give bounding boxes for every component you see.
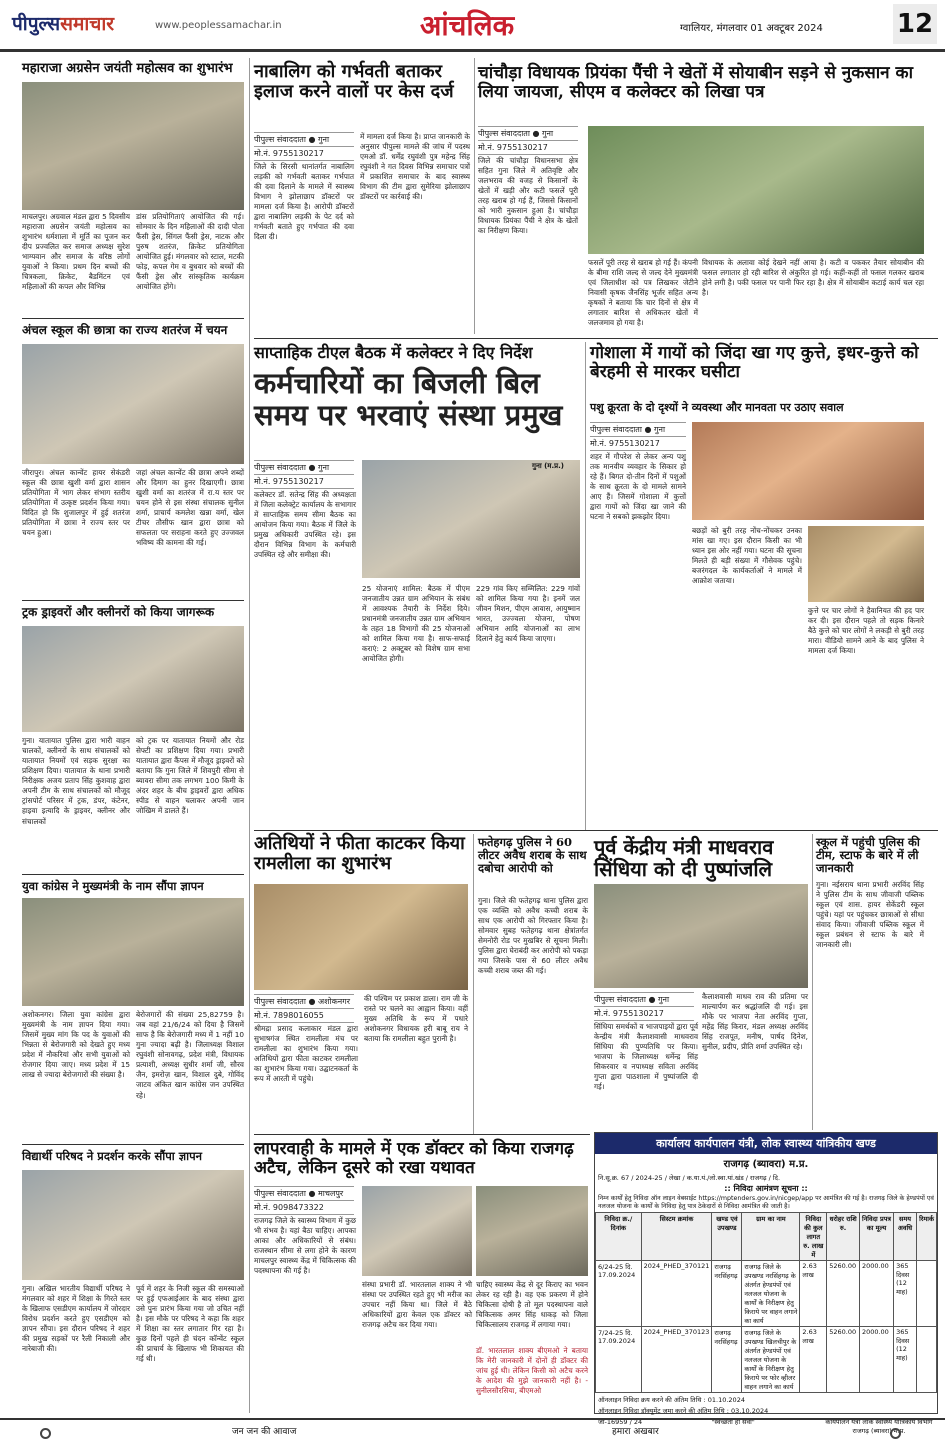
s14-photo-2 [476, 1186, 588, 1276]
table-cell [917, 1327, 937, 1393]
s8-kicker: साप्ताहिक टीएल बैठक में कलेक्टर ने दिए निर्देश [254, 343, 533, 362]
table-row [596, 1261, 937, 1327]
s5-headline: विद्यार्थी परिषद ने प्रदर्शन करके सौंपा ज्ञापन [22, 1149, 203, 1163]
registration-mark [890, 1428, 901, 1439]
s10-byline: पीपुल्स संवाददाता ● अशोकनगर [254, 994, 354, 1009]
tender-table [595, 1212, 937, 1393]
s6-contact: मो.नं. 9755130217 [254, 146, 354, 161]
s2-photo [22, 344, 244, 464]
s7-byline: पीपुल्स संवाददाता ● गुना [478, 126, 578, 141]
s3-body-col1: गुना। यातायात पुलिस द्वारा भारी वाहन चालकों, क्लीनरों के साथ संचालकों को यातायात नियमों एवं सड़क सुरक्षा का प्रशिक्षण दिया। यातायात के थाना प्रभारी निरीक्षक अजय प्रताप सिंह कुशवाह द्वारा अपनी टीम के साथ संचालकों को मौजूद ट्रांसपोर्ट परिसर में ट्रक, डंपर, कंटेनर, हाइवा इत्यादि के ड्राइवर, क्लीनर और संचालकों [22, 736, 130, 826]
registration-mark [40, 1428, 51, 1439]
table-cell: 365 दिवस (12 माह) [894, 1327, 917, 1393]
s8-body-col3: 229 गांव किए सम्मिलित: 229 गांवों को शामिल किया गया है। इनमें जल जीवन मिशन, पीएम आवास, आयुष्मान भारत, उज्ज्वला योजना, पोषण अभियान आदि योजनाओं का लाभ दिलाने हेतु कार्य किया जाएगा। [476, 584, 580, 644]
s4-photo [22, 898, 244, 1006]
column-divider [249, 58, 250, 1413]
page-number: 12 [893, 4, 937, 44]
s7-contact: मो.नं. 9755130217 [478, 140, 578, 155]
table-cell: 2.63 लाख [800, 1261, 827, 1327]
s9-body-col1: शहर में गौपरेश से लेकर अन्य पशु तक मानवीय व्यवहार के सिकार हो रहे हैं। बिगत दो-तीन दिनों में पशुओं के साथ क्रूरता के दो मामले सामने आए हैं। जिसमें गोशाला में कुत्तों द्वारा गायों को जिंदा खा जाने की घटना ने सबको झकझोर दिया। [590, 452, 686, 522]
s2-body-col1: जीरापुर। अंचल कान्वेंट हायर सेकंडरी स्कूल की छात्रा खुशी वर्मा द्वारा शासन प्रतियोगिता में भाग लेकर संभाग स्तरीय प्रतियोगिता में उत्कृष्ट प्रदर्शन किया गया। विदित हो कि शुजालपुर में हुई शतरंज प्रतियोगिता में छात्रा ने राज्य स्तर पर चयन हुआ। [22, 468, 130, 538]
s12-contact: मो.नं. 9755130217 [594, 1006, 694, 1021]
s14-byline: पीपुल्स संवाददाता ● माचलपुर [254, 1186, 354, 1201]
table-cell: राजगढ़ नरसिंहगढ़ [712, 1327, 742, 1393]
s6-body-col2: में मामला दर्ज किया है। प्राप्त जानकारी के अनुसार पीपुल्स मामले की जांच में पदस्थ एमओ डॉ. धर्मेंद्र रघुवंशी पुत्र महेन्द्र सिंह रघुवंशी ने गत दिवस विभिन्न समाचार पत्रों में प्रकाशित समाचार के बाद स्वास्थ्य विभाग की टीम द्वारा सुमेरिया झोलाछाप डॉक्टरों पर कार्रवाई की। [360, 132, 470, 202]
divider [22, 1144, 244, 1145]
s8-headline: कर्मचारियों का बिजली बिल समय पर भरवाएं संस्था प्रमुख [254, 366, 563, 432]
s3-body-col2: को ट्रक पर यातायात नियमों और रोड सेफ्टी का प्रशिक्षण दिया गया। प्रभारी यातायात द्वारा कैंपस में मौजूद ड्राइवरों को बताया कि गुना जिले में शिवपुरी सीमा से ब्यावरा सीमा तक लगभग 100 किमी के अंदर शहर के बीच ड्राइवरों द्वारा अधिक स्पीड से वाहन चलाकर अपनी जान जोखिम में डालते हैं। [136, 736, 244, 816]
tender-col-header: धरोहर राशि रु. [827, 1213, 860, 1261]
s14-quote: डॉ. भारतलाल शाक्य बीएमओ ने बताया कि मेरी जानकारी में दोनों ही डॉक्टर की जांच हुई थी। लेकिन किसी को अटैच करने के आदेश की मुझे जानकारी नहीं है। - सुनीलसौरसिया, बीएमओ [476, 1346, 588, 1396]
column-divider [474, 58, 475, 334]
s4-body-col1: अशोकनगर। जिला युवा कांग्रेस द्वारा मुख्यमंत्री के नाम ज्ञापन दिया गया। जिसमें मुख्य मांग कि पद के युवाओं की भिन्नता से बेरोजगारी को देखते हुए मध्य प्रदेश में नौकरियां और सभी युवाओं को रोजगार दिया जाए। मध्य प्रदेश में 15 लाख से ज्यादा बेरोजगारों की संख्या है। [22, 1010, 130, 1080]
divider [254, 830, 938, 831]
s1-headline: महाराजा अग्रसेन जयंती महोत्सव का शुभारंभ [22, 61, 233, 76]
tender-col-header: ग्राम का नाम [742, 1213, 800, 1261]
tender-intro: निम्न कार्यों हेतु निविदा ऑन लाइन वेबसाईट https://mptenders.gov.in/nicgep/app पर आमंत्रित की गई है। राजगढ़ जिले के हेण्डपंपों एवं नलजल योजना के कार्यों के निविदा हेतु पात्र ठेकेदारों से निविदा आमंत्रित की जाती है। [598, 1195, 934, 1211]
tender-signature: कार्यपालन यंत्री लोक स्वास्थ्य यांत्रिकीय विभाग राजगढ़ (ब्यावरा) म.प्र. [825, 1418, 933, 1436]
tender-table-body [596, 1261, 937, 1393]
s3-photo [22, 626, 244, 732]
table-cell: 5260.00 [827, 1327, 860, 1393]
table-cell: 7/24-25 दि. 17.09.2024 [596, 1327, 642, 1393]
table-cell [917, 1261, 937, 1327]
s9-contact: मो.नं. 9755130217 [590, 436, 686, 451]
s10-body-col2: की पश्चिम पर प्रकाश डाला। राम जी के रास्ते पर चलने का आह्वान किया। वहीं मुख्य अतिथि के रूप में पधारे अशोकनगर विधायक हरी बाबू राय ने बताया कि रामलीला बहुत पुरानी है। [364, 994, 468, 1044]
s8-photo-caption: गुना (म.प्र.) [532, 462, 564, 470]
s12-photo [594, 884, 808, 988]
s9-photo-cow [692, 422, 924, 520]
s14-body-col1: राजगढ़ जिले के स्वास्थ्य विभाग में कुछ भी संभव है। यहां बैठा चाहिए। आपका आका और अधिकारियों से संबंध। राजस्थान सीमा से लगा होने के कारण माचलपुर स्वास्थ्य केंद्र में चिकित्सक की पदस्थापना की गई है। [254, 1216, 356, 1276]
s11-headline: फतेहगढ़ पुलिस ने 60 लीटर अवैध शराब के साथ दबोचा आरोपी को [478, 835, 587, 875]
tender-slogan: "स्वच्छता ही सेवा" [711, 1418, 755, 1427]
tender-online-date: ऑनलाइन निविदा क्रय करने की अंतिम तिथि : 01.10.2024 [598, 1396, 745, 1405]
s8-photo [362, 460, 580, 578]
s14-body-col2: संस्था प्रभारी डॉ. भारतलाल शाक्य ने भी संस्था पर उपस्थित रहते हुए भी मरीज का उपचार नहीं किया था। जिले में बैठे अधिकारियों द्वारा केवल एक डॉक्टर को राजगढ़ अटैच कर दिया गया। [362, 1280, 472, 1330]
table-cell: राजगढ़ जिले के उपखण्ड नरसिंहगढ़ के अंतर्गत हेण्डपंपों एवं नलजल योजना के कार्यों के निरीक्षण हेतु किराये पर वाहन लगाने का कार्य [742, 1261, 800, 1327]
s7-body-col1: जिले की चांचौड़ा विधानसभा क्षेत्र सहित गुना जिले में अतिवृष्टि और जलभराव की वजह से किसानों के खेतों में खड़ी और कटी फसलें पूरी तरह खराब हो गई हैं, जिससे किसानों को भारी नुकसान हुआ है। चांचौड़ा विधायक प्रियंका पैंची ने क्षेत्र के खेतों का निरीक्षण किया। [478, 156, 578, 236]
s9-byline: पीपुल्स संवाददाता ● गुना [590, 422, 686, 437]
s9-body-col2: बछड़ों को बुरी तरह नोंच-नोंचकर उनका मांस खा गए। इस दौरान किसी का भी ध्यान इस ओर नहीं गया। घटना की सूचना मिलते ही बड़ी संख्या में गौसेवक पहुंचे। बजरंगदल के कार्यकर्ताओं ने मामले में आक्रोश जताया। [692, 526, 802, 586]
logo-main: पीपुल्स [12, 13, 61, 35]
dateline: ग्वालियर, मंगलवार 01 अक्टूबर 2024 [680, 23, 823, 34]
s14-body-col3: चाहिए स्वास्थ्य केंद्र से दूर किराए का भवन लेकर रह रही है। वह एक प्रकरण में होने चिकित्सा दोषी है तो मूल पदस्थापना वाले चिकित्सक अमर सिंह धाकड़ को जिला चिकित्सालय राजगढ़ में लगाया गया। [476, 1280, 588, 1330]
table-cell: 2.63 लाख [800, 1327, 827, 1393]
table-cell: 2000.00 [859, 1327, 893, 1393]
tender-jobno: जी-16959 / 24 [598, 1418, 643, 1427]
column-divider [812, 834, 813, 1130]
table-cell: 2000.00 [859, 1261, 893, 1327]
footer-left-text: जन जन की आवाज [232, 1427, 297, 1437]
s9-subhead: पशु क्रूरता के दो दृश्यों ने व्यवस्था और मानवता पर उठाए सवाल [590, 401, 844, 414]
column-divider [585, 342, 586, 830]
tender-subtitle: राजगढ़ (ब्यावरा) म.प्र. [723, 1159, 809, 1170]
tender-col-header: समय अवधि [894, 1213, 917, 1261]
table-cell: 365 दिवस (12 माह) [894, 1261, 917, 1327]
s5-body-col1: गुना। अखिल भारतीय विद्यार्थी परिषद ने मंगलवार को शहर में शिक्षा के गिरते स्तर के खिलाफ एसडीएम कार्यालय में जोरदार विरोध प्रदर्शन करते हुए एसडीएम को ज्ञापन सौंपा। इस दौरान परिषद ने शहर की प्रमुख सड़कों पर रैली निकाली और नारेबाजी की। [22, 1284, 130, 1354]
logo-sub: समाचार [60, 13, 115, 35]
tender-col-header: खण्ड एवं उपखण्ड [712, 1213, 742, 1261]
table-cell: 6/24-25 दि. 17.09.2024 [596, 1261, 642, 1327]
tender-col-header: रिमार्क [917, 1213, 937, 1261]
s7-body-col3: विधायक के अलावा कोई देखने नहीं आया है। कटी व पककर तैयार सोयाबीन की फसल लगातार हो रही बारिश से अंकुरित हो गई। कहीं-कहीं तो फसल गलकर खराब होने लगी है। पकी फसल पर पानी फिर रहा है। क्षेत्र में सोयाबीन कटाई कार्य चल रहा है। [702, 258, 924, 298]
s12-body-col2: कैलाशवासी माधव राव की प्रतिमा पर माल्यार्पण कर श्रद्धांजलि दी गई। इस मौके पर भाजपा नेता अरविंद गुप्ता, महेंद्र सिंह किरार, मंडल अध्यक्ष अरविंद सिंह राजपूत, मनीष, पार्षद दिनेश, सुनील, प्रदीप, प्रीति शर्मा उपस्थित रहे। [702, 992, 808, 1052]
s7-body-col2: फसलें पूरी तरह से खराब हो गई हैं। कंपनी के बीमा राशि जल्द से जल्द देने मुख्यमंत्री एवं जिलाधीश को पत्र लिखकर जेटीने निवासी कृषक जैनसिंह भूर्जर सहित अन्य कृषकों ने बताया कि चार दिनों से क्षेत्र में लगातार बारिश से अधिकतर खेतों में जलजमाव हो गया है। [588, 258, 698, 328]
table-cell: राजगढ़ नरसिंहगढ़ [712, 1261, 742, 1327]
s5-body-col2: पूर्व में शहर के निजी स्कूल की समस्याओं पर हुई एफआईआर के बाद संस्था द्वारा उसे पुनः प्रारंभ किया गया जो उचित नहीं है। इस मौके पर परिषद ने कहा कि शहर में शिक्षा का स्तर लगातार गिर रहा है। कुछ दिनों पहले ही चंदन कॉन्वेंट स्कूल की प्राचार्य के खिलाफ भी शिकायत की गई थी। [136, 1284, 244, 1364]
s13-body: गुना। नईसराय थाना प्रभारी अरविंद सिंह ने पुलिस टीम के साथ जीवाजी पब्लिक स्कूल एवं शास. हायर सेकेंडरी स्कूल पहुंचे। यहां पर पहुंचकर छात्राओं से सीधा संवाद किया। जीवाजी पब्लिक स्कूल में स्कूल प्रबंधन से स्टाफ के बारे में जानकारी ली। [816, 880, 924, 950]
table-row [596, 1327, 937, 1393]
footer [0, 1418, 945, 1445]
s14-contact: मो.नं. 9098473322 [254, 1200, 354, 1215]
s1-body-col2: डांस प्रतियोगिताएं आयोजित की गई। सोमवार के दिन महिलाओं की दादी पोता फैंसी ड्रेस, सिंगल फैंसी ड्रेस, नाटक और पुरुष शतरंज, क्रिकेट प्रतियोगिता आयोजित हुई। मंगलवार को स्टाल, मटकी फोड़, कपल गेम व बुधवार को बच्चों की फैंसी ड्रेस और सांस्कृतिक कार्यक्रम आयोजित होंगे। [136, 212, 244, 292]
tender-col-header: निविदा क्र./ दिनांक [596, 1213, 642, 1261]
s8-contact: मो.नं. 9755130217 [254, 474, 354, 489]
tender-col-header: सिस्टम क्रमांक [641, 1213, 712, 1261]
s8-body-col1: कलेक्टर डॉ. सतेन्द्र सिंह की अध्यक्षता में जिला कलेक्ट्रेट कार्यालय के सभागार में साप्ताहिक समय सीमा बैठक का आयोजन किया गया। बैठक में जिले के प्रमुख अधिकारी उपस्थित रहे। इस दौरान विभिन्न विभाग के कर्मचारी उपस्थित रहे और समीक्षा की। [254, 490, 356, 560]
tender-ref: नि.सू.क्र. 67 / 2024-25 / लेखा / क.या.यं./लो.स्वा.यां.खंड / राजगढ़ / दि. [598, 1174, 781, 1182]
table-cell: 2024_PHED_370121 [641, 1261, 712, 1327]
s3-headline: ट्रक ड्राइवरों और क्लीनरों को किया जागरूक [22, 605, 215, 619]
table-cell: राजगढ़ जिले के उपखण्ड खिलचीपुर के अंतर्गत हेण्डपंपों एवं नलजल योजना के कार्यों के निरीक्षण हेतु किराये पर फोर व्हीलर वाहन लगाने का कार्य [742, 1327, 800, 1393]
tender-table-header [596, 1213, 937, 1261]
s10-headline: अतिथियों ने फीता काटकर किया रामलीला का शुभारंभ [254, 833, 465, 875]
divider [254, 338, 938, 339]
s5-photo [22, 1170, 244, 1280]
s12-body-col1: सिंधिया समर्थकों व भाजपाइयों द्वारा पूर्व केन्द्रीय मंत्री कैलाशवासी माधवराव सिंधिया की पुण्यतिथि पर किया। भाजपा के जिलाध्यक्ष धर्मेन्द्र सिंह सिकरवार व नपाध्यक्ष सविता अरविंद गुप्ता द्वारा पाठशाला में पुष्पांजलि दी गई। [594, 1022, 698, 1092]
s11-body: गुना। जिले की फतेहगढ़ थाना पुलिस द्वारा एक व्यक्ति को अवैध कच्ची शराब के साथ एक आरोपी को गिरफ्तार किया है। सोमवार सुबह फतेहगढ़ थाना क्षेत्रांतर्गत सेमनोरी रोड पर मुखबिर से सूचना मिली। पुलिस द्वारा घेराबंदी कर आरोपी को पकड़ा गया जिसके पास से 60 लीटर अवैध कच्ची शराब जब्त की गई। [478, 896, 588, 976]
s8-byline: पीपुल्स संवाददाता ● गुना [254, 460, 354, 475]
s2-body-col2: जहां अंचल कान्वेंट की छात्रा अपने शब्दों और दिमाग का हुनर दिखाएगी। छात्रा खुशी वर्मा का शतरंज में रा.य स्तर पर चयन होने से इस संस्था संचालक सुनील शर्मा, प्राचार्य कमलेश खन्ना वर्मा, खेल टीचर तौसीफ खान द्वारा छात्रा को सफलता पर सराहना करते हुए उज्जवल भविष्य की कामना की गई। [136, 468, 244, 548]
table-cell: 5260.00 [827, 1261, 860, 1327]
s6-headline: नाबालिग को गर्भवती बताकर इलाज करने वालों पर केस दर्ज [254, 61, 454, 103]
s2-headline: अंचल स्कूल की छात्रा का राज्य शतरंज में चयन [22, 323, 228, 337]
s13-headline: स्कूल में पहुंची पुलिस की टीम, स्टाफ के बारे में ली जानकारी [816, 835, 920, 875]
s9-body-col3: कुत्ते पर चार लोगों ने हैवानियत की हद पार कर दी। इस दौरान पहले तो सड़क किनारे बैठे कुत्ते को चार लोगों ने लकड़ी से बुरी तरह मारा। वीडियो सामने आने के बाद पुलिस ने मामला दर्ज किया। [808, 606, 924, 656]
s4-headline: युवा कांग्रेस ने मुख्यमंत्री के नाम सौंपा ज्ञापन [22, 879, 204, 893]
s12-headline: पूर्व केंद्रीय मंत्री माधवराव सिंधिया को दी पुष्पांजलि [594, 835, 774, 882]
s10-photo [254, 884, 468, 990]
tender-title: कार्यालय कार्यपालन यंत्री, लोक स्वास्थ्य यांत्रिकीय खण्ड [595, 1133, 937, 1154]
s1-body-col1: माचलपुर। अग्रवाल मंडल द्वारा 5 दिवसीय महाराजा अग्रसेन जयंती महोत्सव का शुभारंभ धर्मशाला में मूर्ति का पूजन कर दीप प्रज्वलित कर समाज अध्यक्ष सुरेश भाग्यवान और समाज के वरिष्ठ लोगों युवाओं ने किया। प्रथम दिन बच्चों की चित्रकला, क्रिकेट, बैडमिंटन एवं महिलाओं की कपल और विभिन्न [22, 212, 130, 292]
website-url[interactable]: www.peoplessamachar.in [155, 20, 282, 31]
tender-col-header: निविदा की कुल लागत रु. लाख में [800, 1213, 827, 1261]
newspaper-logo [12, 10, 114, 36]
s7-headline: चांचौड़ा विधायक प्रियंका पैंची ने खेतों में सोयाबीन सड़ने से नुकसान का लिया जायजा, सीएम व कलेक्टर को लिखा पत्र [478, 63, 913, 103]
s8-body-col2: 25 योजनाएं शामिल: बैठक में पीएम जनजातीय उन्नत ग्राम अभियान के संबंध में आवश्यक तैयारी के निर्देश दिये। प्रधानमंत्री जनजातीय उन्नत ग्राम अभियान के तहत 18 विभागों की 25 योजनाओं को शामिल किया गया है। साफ-सफाई कराएं: 2 अक्टूबर को विशेष ग्राम सभा आयोजित होगी। [362, 584, 470, 664]
s12-byline: पीपुल्स संवाददाता ● गुना [594, 992, 694, 1007]
s6-byline: पीपुल्स संवाददाता ● गुना [254, 132, 354, 147]
s9-photo-dog [808, 526, 924, 602]
divider [22, 600, 244, 601]
tender-submit-date: ऑनलाइन निविदा डॉक्यूमेंट जमा करने की अंतिम तिथि : 03.10.2024 [598, 1407, 769, 1416]
column-divider [473, 834, 474, 1134]
divider [22, 874, 244, 875]
s1-photo [22, 82, 244, 210]
s10-body-col1: श्रीमद्रा प्रसाद कलाकार मंडल द्वारा सुभाषगंज स्थित रामलीला मंच पर रामलीला का शुभारंभ किया गया। अतिथियों द्वारा फीता काटकर रामलीला का शुभारंभ किया गया। उद्घाटनकर्ता के रूप में आरती में पहुंचे। [254, 1024, 358, 1084]
s14-headline: लापरवाही के मामले में एक डॉक्टर को किया राजगढ़ अटैच, लेकिन दूसरे को रखा यथावत [254, 1139, 574, 1179]
divider [254, 1134, 590, 1135]
footer-right-text: हमारा अखबार [612, 1427, 659, 1437]
s4-body-col2: बेरोजगारों की संख्या 25,82759 है। जब वहां 21/6/24 को दिया है जिसमें साफ है कि बेरोजगारी मध्य में 1 नहीं 10 गुना ज्यादा बढ़ी है। जिलाध्यक्ष विशाल रघुवंशी सोनावगढ़, प्रदेश मंत्री, विधायक प्रत्याशी, अध्यक्ष सुधीर शर्मा जी, सौरव जैन, इमरोज़ खान, विशाल दुबे, गोविंद जाटव अंकित खान कांग्रेस जन उपस्थित रहे। [136, 1010, 244, 1100]
section-title: आंचलिक [420, 9, 515, 42]
tender-col-header: निविदा प्रपत्र का मूल्य [859, 1213, 893, 1261]
divider [22, 318, 244, 319]
s10-contact: मो.नं. 7898016055 [254, 1008, 354, 1023]
table-cell: 2024_PHED_370123 [641, 1327, 712, 1393]
s9-headline: गोशाला में गायों को जिंदा खा गए कुत्ते, इधर-कुत्ते को बेरहमी से मारकर घसीटा [590, 343, 919, 383]
tender-notice-title: :: निविदा आमंत्रण सूचना :: [724, 1184, 808, 1193]
s6-body-col1: जिले के सिरसी थानांतर्गत नाबालिग लड़की को गर्भवती बताकर गर्भपात की दवा दिलाने के मामले में स्वास्थ्य विभाग ने झोलाछाप डॉक्टरों पर मामला दर्ज किया है। आरोपी डॉक्टरों द्वारा नाबालिग लड़की के पेट दर्द को गर्भवती बताते हुए गर्भपात की दवा दिला दी। [254, 162, 354, 242]
s7-photo [588, 126, 924, 254]
s14-photo-1 [362, 1186, 472, 1276]
